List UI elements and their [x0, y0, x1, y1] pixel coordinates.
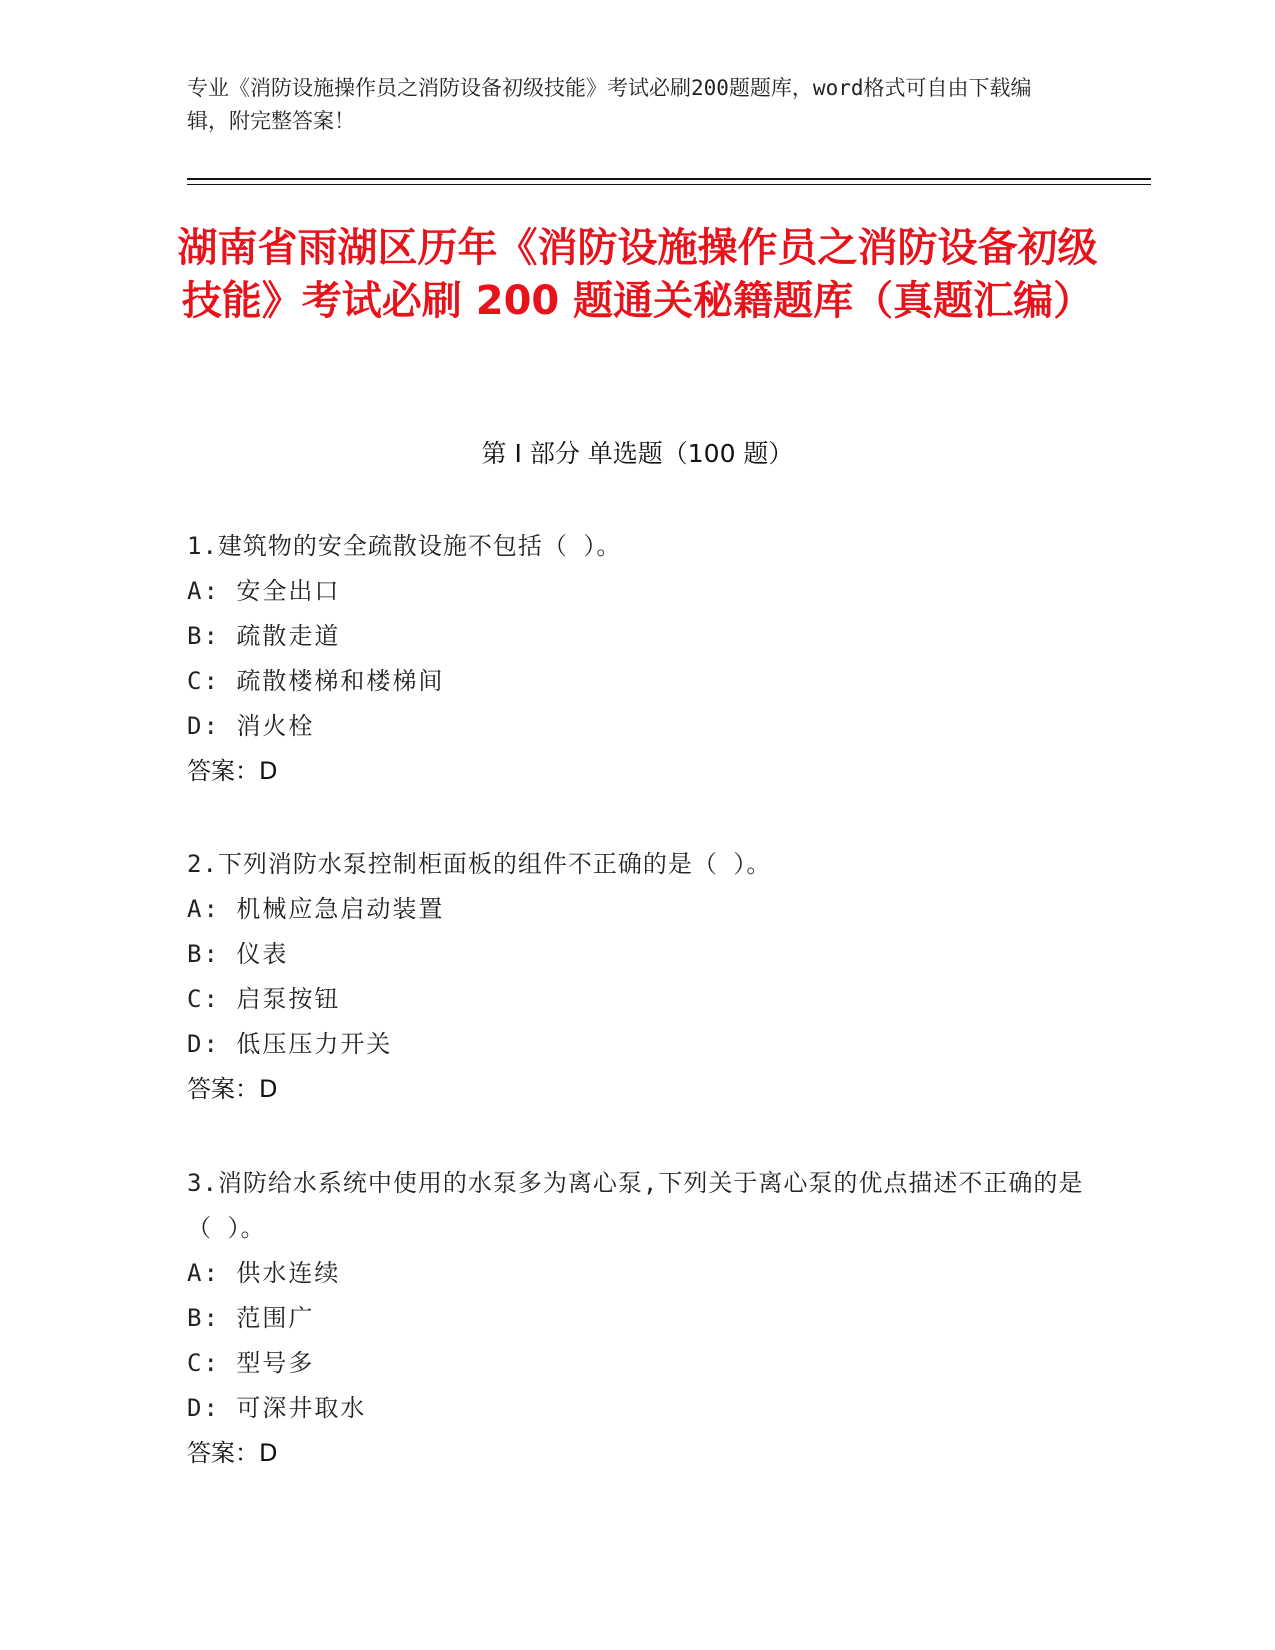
section-title: 第 I 部分 单选题（100 题）	[481, 439, 794, 468]
answer: 答案：D	[187, 1439, 278, 1467]
answer: 答案：D	[187, 1075, 278, 1103]
document-title: 湖南省雨湖区历年《消防设施操作员之消防设备初级技能》考试必刷 200 题通关秘籍题库（真题汇编）	[177, 225, 1098, 324]
option-b: B: 仪表	[187, 940, 289, 968]
option-a: A: 机械应急启动装置	[187, 895, 445, 923]
option-c: C: 型号多	[187, 1349, 315, 1377]
option-d: D: 消火栓	[187, 712, 315, 740]
header-divider-thin	[187, 184, 1151, 185]
header-note: 专业《消防设施操作员之消防设备初级技能》考试必刷200题题库，word格式可自由下载编辑，附完整答案！	[187, 76, 1032, 133]
option-c: C: 启泵按钮	[187, 985, 341, 1013]
header-divider-thick	[187, 178, 1151, 180]
option-d: D: 低压压力开关	[187, 1030, 393, 1058]
option-a: A: 安全出口	[187, 577, 341, 605]
question-block	[187, 524, 1087, 794]
question-stem: 2.下列消防水泵控制柜面板的组件不正确的是（ ）。	[187, 850, 772, 878]
option-b: B: 范围广	[187, 1304, 315, 1332]
question-block	[187, 842, 1087, 1112]
option-d: D: 可深井取水	[187, 1394, 367, 1422]
question-stem: 3.消防给水系统中使用的水泵多为离心泵,下列关于离心泵的优点描述不正确的是（ ）。	[187, 1169, 1084, 1242]
option-c: C: 疏散楼梯和楼梯间	[187, 667, 445, 695]
question-stem: 1.建筑物的安全疏散设施不包括（ ）。	[187, 532, 622, 560]
option-a: A: 供水连续	[187, 1259, 341, 1287]
answer: 答案：D	[187, 757, 278, 785]
option-b: B: 疏散走道	[187, 622, 341, 650]
question-block	[187, 1161, 1087, 1476]
